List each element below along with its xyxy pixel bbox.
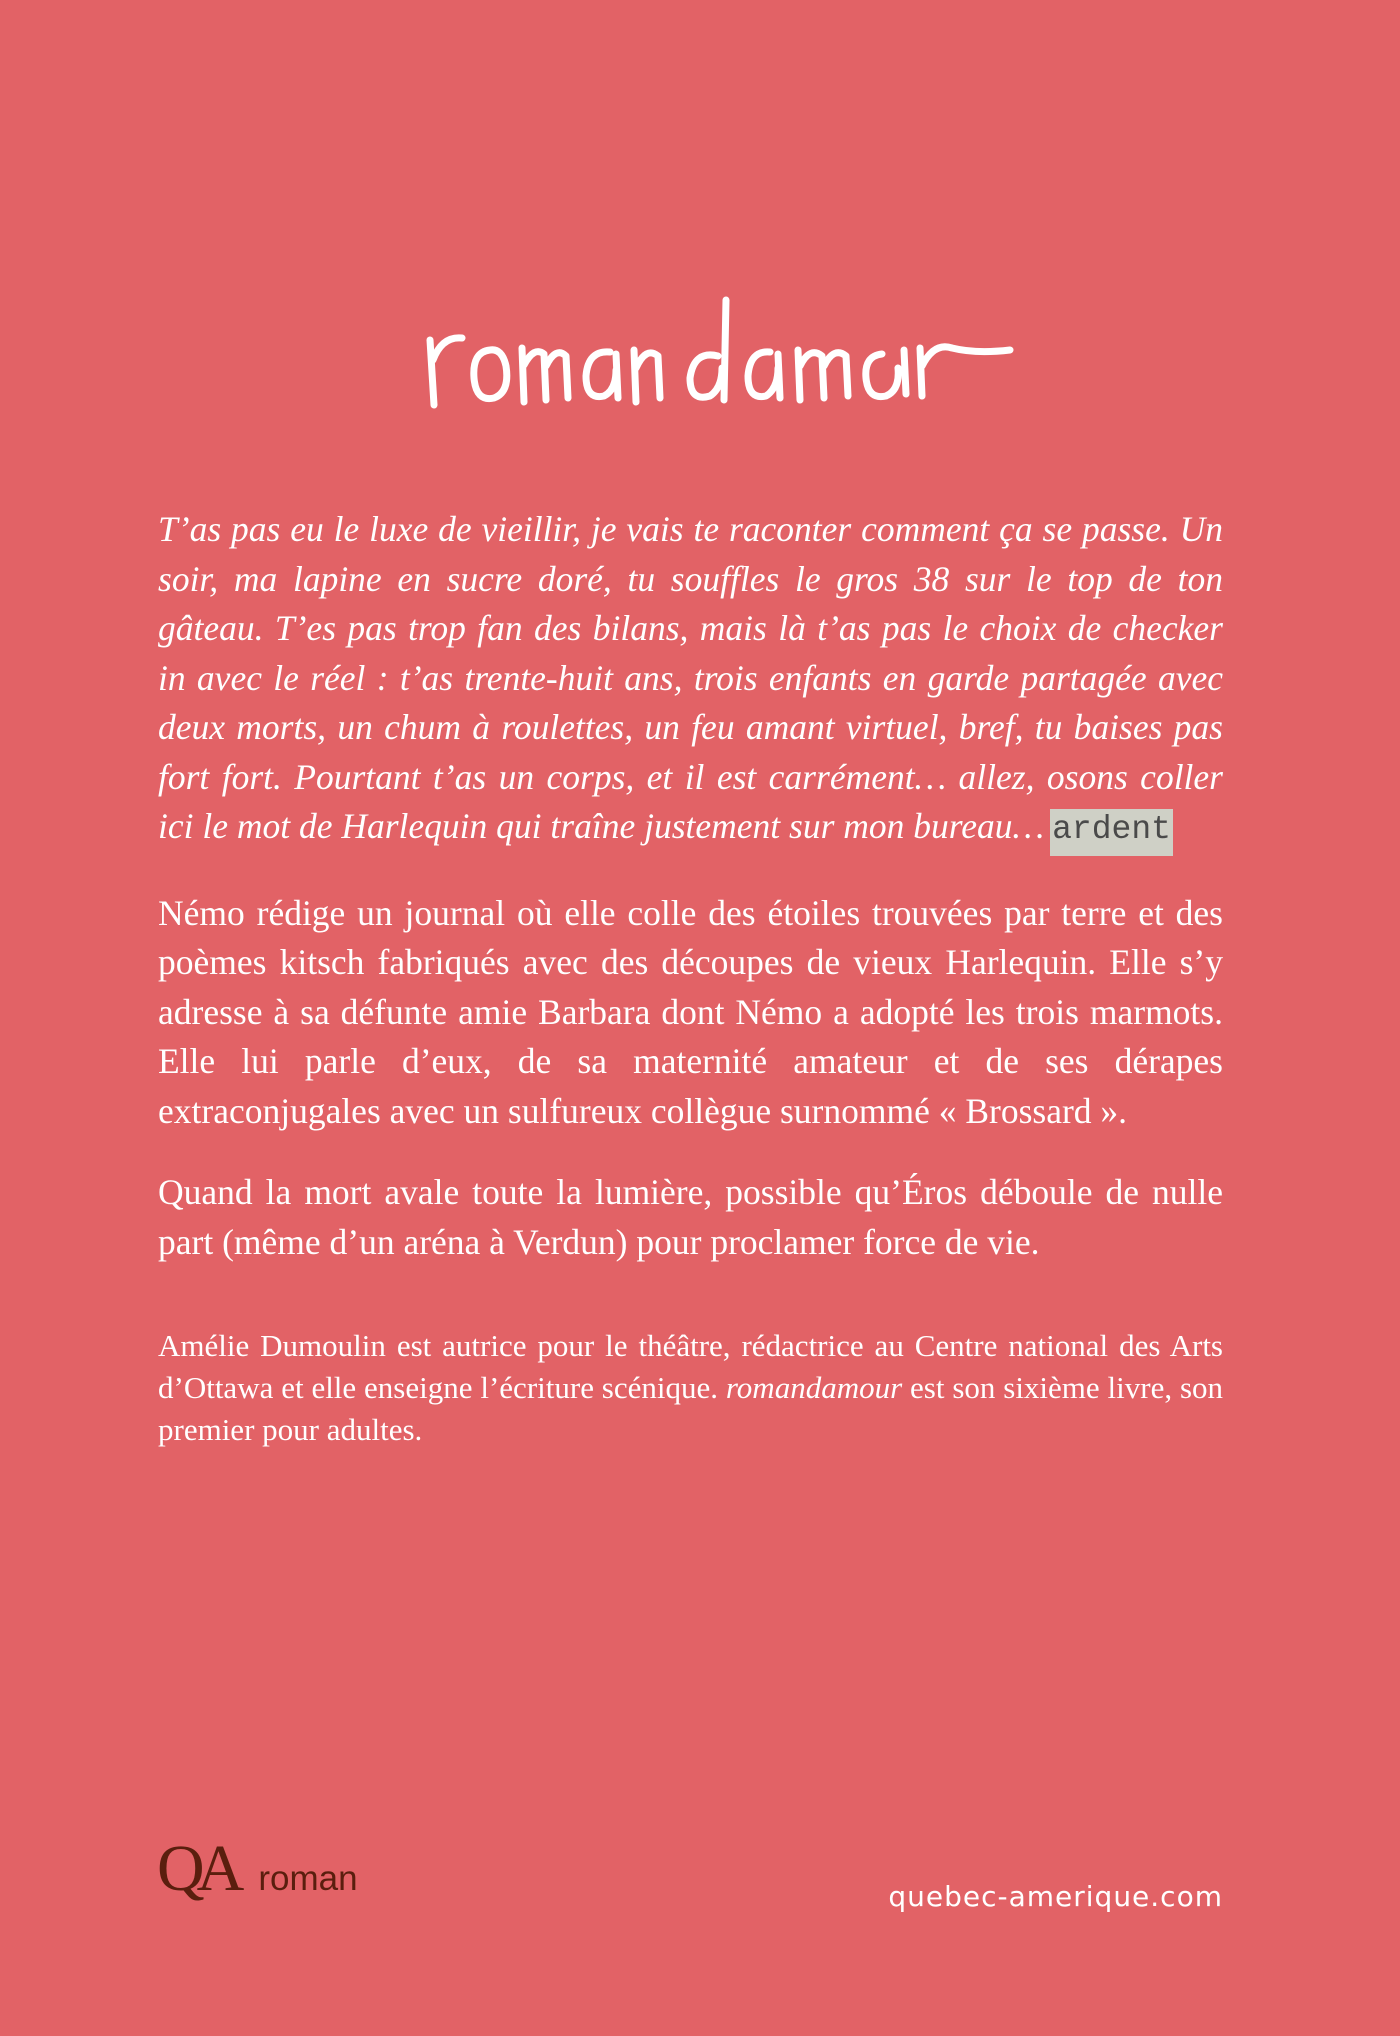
highlighted-word: ardent [1050,809,1173,856]
summary-paragraph-1: Némo rédige un journal où elle colle des étoiles trouvées par terre et des poèmes kitsch fabriqués avec des découpes de vieux Harlequin. Elle s’y adresse à sa défunte amie Barbara dont Némo a adopté les trois marmots. Elle lui parle d’eux, de sa maternité amateur et de ses dérapes extraconjugales avec un sulfureux collègue surnommé « Brossard ». [158,892,1223,1131]
publisher-logo: QA [157,1832,237,1905]
publisher-website: quebec-amerique.com [888,1880,1223,1913]
author-bio [158,1325,1223,1451]
book-title [420,270,1020,440]
bio-text-after: est son sixième livre, son premier pour adultes. [158,1370,1224,1447]
book-excerpt [158,505,1223,855]
excerpt-text: T’as pas eu le luxe de vieillir, je vais te raconter comment ça se passe. Un soir, ma lapine en sucre doré, tu souffles le gros 38 sur le top de ton gâteau. T’es pas trop fan des bilans, mais là t’as pas le choix de checker in avec le réel : t’as trente-huit ans, trois enfants en garde partagée avec deux morts, un chum à roulettes, un feu amant virtuel, bref, tu baises pas fort fort. Pourtant t’as un corps, et il est carrément… allez, osons coller ici le mot de Harlequin qui traîne justement sur mon bureau… [158,509,1223,846]
collection-label: roman [258,1859,358,1898]
back-cover-text [158,505,1223,1451]
summary-paragraph-2: Quand la mort avale toute la lumière, possible qu’Éros déboule de nulle part (même d’un aréna à Verdun) pour proclamer force de vie. [158,1172,1223,1262]
handwritten-title-logo [420,270,1020,440]
bio-book-title: romandamour [725,1370,903,1405]
bio-text-before: Amélie Dumoulin est autrice pour le théâtre, rédactrice au Centre national des Arts d’Ottawa et elle enseigne l’écriture scénique. [158,1328,1223,1405]
publisher-brand [157,1832,358,1905]
